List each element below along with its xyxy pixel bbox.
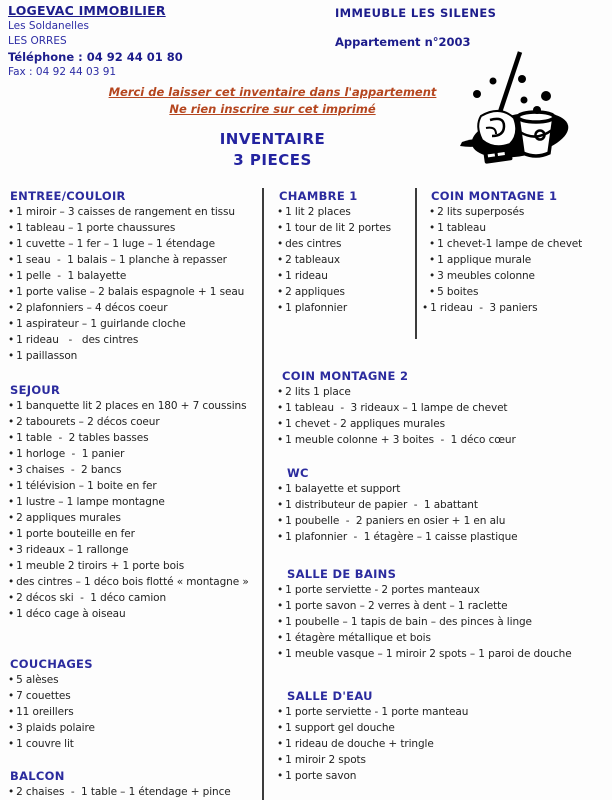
section-list-couchages	[8, 672, 258, 752]
section-title-coin-montagne-1: COIN MONTAGNE 1	[431, 189, 558, 203]
section-couchages	[8, 656, 258, 752]
list-item: • 1 support gel douche	[277, 720, 608, 736]
section-title-entree: ENTREE/COULOIR	[10, 189, 126, 203]
list-item: • 1 balayette et support	[277, 481, 608, 497]
apartment-number: Appartement n°2003	[335, 35, 471, 49]
list-item: • 1 étagère métallique et bois	[277, 630, 608, 646]
list-item: • 1 couvre lit	[8, 736, 258, 752]
list-item: • 1 télévision – 1 boite en fer	[8, 478, 258, 494]
list-item: • 1 lustre – 1 lampe montagne	[8, 494, 258, 510]
list-item: • 1 miroir – 3 caisses de rangement en tissu	[8, 204, 258, 220]
list-item: • 1 pelle - 1 balayette	[8, 268, 258, 284]
section-title-salle-de-bains: SALLE DE BAINS	[287, 567, 397, 581]
list-item: • 1 plafonnier	[277, 300, 413, 316]
list-item: • 1 cuvette – 1 fer – 1 luge – 1 étendage	[8, 236, 258, 252]
list-item: • 3 meubles colonne	[429, 268, 608, 284]
list-item: • 3 plaids polaire	[8, 720, 258, 736]
list-item: • 5 alèses	[8, 672, 258, 688]
list-item: • 1 seau - 1 balais – 1 planche à repasser	[8, 252, 258, 268]
list-item: • 1 tableau - 3 rideaux – 1 lampe de chevet	[277, 400, 608, 416]
section-list-balcon	[8, 784, 258, 800]
list-item: • 2 tableaux	[277, 252, 413, 268]
title-line-2: 3 PIECES	[233, 151, 312, 169]
list-item: • 2 tabourets – 2 décos coeur	[8, 414, 258, 430]
list-item: • 2 décos ski - 1 déco camion	[8, 590, 258, 606]
list-item: • 2 plafonniers – 4 décos coeur	[8, 300, 258, 316]
left-column	[8, 188, 258, 800]
notice-line-2: Ne rien inscrire sur cet imprimé	[169, 102, 376, 116]
list-item: • 1 chevet - 2 appliques murales	[277, 416, 608, 432]
list-item: • 1 rideau de douche + tringle	[277, 736, 608, 752]
section-list-wc	[277, 481, 608, 545]
list-item: • 1 porte valise – 2 balais espagnole + 1 seau	[8, 284, 258, 300]
list-item: • 1 tableau	[429, 220, 608, 236]
agency-residence: Les Soldanelles	[8, 19, 89, 32]
section-list-chambre-1	[277, 204, 413, 316]
list-item: • 1 paillasson	[8, 348, 258, 364]
right-column	[277, 188, 608, 800]
list-item: • 1 miroir 2 spots	[277, 752, 608, 768]
list-item: • 11 oreillers	[8, 704, 258, 720]
list-item: • 2 chaises - 1 table – 1 étendage + pince	[8, 784, 258, 800]
list-item: • des cintres	[277, 236, 413, 252]
section-list-salle-d-eau	[277, 704, 608, 784]
section-entree-couloir	[8, 188, 258, 364]
section-title-wc: WC	[287, 466, 309, 480]
list-item: • 1 meuble colonne + 3 boites - 1 déco cœur	[277, 432, 608, 448]
section-sejour	[8, 382, 258, 622]
agency-name: LOGEVAC IMMOBILIER	[8, 3, 166, 18]
list-item: • 1 poubelle - 2 paniers en osier + 1 en alu	[277, 513, 608, 529]
section-title-sejour: SEJOUR	[10, 383, 61, 397]
section-chambre-1	[277, 188, 413, 316]
list-item: • des cintres – 1 déco bois flotté « montagne »	[8, 574, 258, 590]
notice-line-1: Merci de laisser cet inventaire dans l'appartement	[108, 85, 437, 99]
notice-block	[0, 84, 545, 118]
section-salle-de-bains	[277, 566, 608, 662]
list-item: • 1 applique murale	[429, 252, 608, 268]
list-item: • 2 lits superposés	[429, 204, 608, 220]
list-item: • 7 couettes	[8, 688, 258, 704]
right-top-band	[277, 188, 608, 316]
list-item: • 1 rideau - des cintres	[8, 332, 258, 348]
section-coin-montagne-1	[429, 188, 608, 316]
list-item: • 1 déco cage à oiseau	[8, 606, 258, 622]
section-title-balcon: BALCON	[10, 769, 65, 783]
list-item: • 1 lit 2 places	[277, 204, 413, 220]
list-item: • 2 lits 1 place	[277, 384, 608, 400]
list-item: • 2 appliques murales	[8, 510, 258, 526]
title-line-1: INVENTAIRE	[219, 130, 326, 148]
section-list-sejour	[8, 398, 258, 622]
list-item: • 1 porte bouteille en fer	[8, 526, 258, 542]
agency-fax: Fax : 04 92 44 03 91	[8, 66, 117, 78]
list-item: • 1 rideau - 3 paniers	[422, 300, 608, 316]
list-item: • 1 rideau	[277, 268, 413, 284]
building-block	[335, 6, 496, 49]
list-item: • 1 plafonnier - 1 étagère – 1 caisse plastique	[277, 529, 608, 545]
list-item: • 1 distributeur de papier - 1 abattant	[277, 497, 608, 513]
list-item: • 1 porte serviette - 1 porte manteau	[277, 704, 608, 720]
list-item: • 1 meuble 2 tiroirs + 1 porte bois	[8, 558, 258, 574]
list-item: • 1 porte savon – 2 verres à dent – 1 raclette	[277, 598, 608, 614]
agency-city: LES ORRES	[8, 35, 67, 47]
section-coin-montagne-2	[277, 368, 608, 448]
section-list-coin-montagne-2	[277, 384, 608, 448]
page-title	[0, 129, 545, 171]
section-title-chambre-1: CHAMBRE 1	[279, 189, 358, 203]
section-title-salle-d-eau: SALLE D'EAU	[287, 689, 373, 703]
list-item: • 1 chevet-1 lampe de chevet	[429, 236, 608, 252]
section-balcon	[8, 768, 258, 800]
list-item: • 1 banquette lit 2 places en 180 + 7 coussins	[8, 398, 258, 414]
section-list-salle-de-bains	[277, 582, 608, 662]
section-wc	[277, 465, 608, 545]
list-item: • 2 appliques	[277, 284, 413, 300]
list-item: • 1 aspirateur – 1 guirlande cloche	[8, 316, 258, 332]
section-title-coin-montagne-2: COIN MONTAGNE 2	[282, 369, 409, 383]
list-item: • 1 poubelle – 1 tapis de bain – des pinces à linge	[277, 614, 608, 630]
agency-phone: Téléphone : 04 92 44 01 80	[8, 49, 183, 64]
list-item: • 1 porte savon	[277, 768, 608, 784]
list-item: • 1 meuble vasque – 1 miroir 2 spots – 1 paroi de douche	[277, 646, 608, 662]
list-item: • 3 rideaux – 1 rallonge	[8, 542, 258, 558]
section-title-couchages: COUCHAGES	[10, 657, 93, 671]
list-item: • 1 tour de lit 2 portes	[277, 220, 413, 236]
list-item: • 1 horloge - 1 panier	[8, 446, 258, 462]
list-item: • 1 table - 2 tables basses	[8, 430, 258, 446]
building-name: IMMEUBLE LES SILENES	[335, 6, 497, 20]
agency-block	[8, 3, 183, 81]
column-divider-main	[262, 188, 264, 800]
section-list-coin-montagne-1	[429, 204, 608, 316]
list-item: • 3 chaises - 2 bancs	[8, 462, 258, 478]
section-list-entree	[8, 204, 258, 364]
list-item: • 5 boites	[429, 284, 608, 300]
list-item: • 1 porte serviette - 2 portes manteaux	[277, 582, 608, 598]
section-salle-d-eau	[277, 688, 608, 784]
list-item: • 1 tableau – 1 porte chaussures	[8, 220, 258, 236]
